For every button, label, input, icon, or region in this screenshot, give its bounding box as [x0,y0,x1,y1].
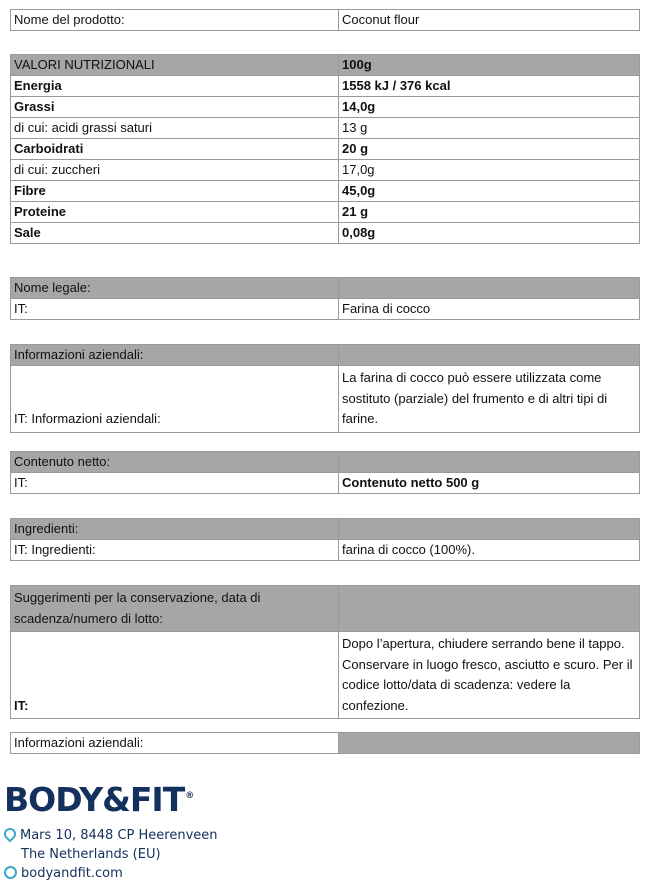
storage-row [11,632,640,719]
nutrition-header-row [11,55,640,76]
legal-name-value: Farina di cocco [339,299,640,320]
nutrition-label-carbs: Carboidrati [11,139,339,160]
nutrition-row [11,181,640,202]
registered-mark: ® [185,791,194,801]
nutrition-label-protein: Proteine [11,202,339,223]
net-content-header: Contenuto netto: [11,452,339,473]
storage-header-row [11,586,640,632]
location-pin-icon [2,826,19,843]
product-value: Coconut flour [339,10,640,31]
legal-name-row [11,299,640,320]
nutrition-label-salt: Sale [11,223,339,244]
legal-name-header-blank [339,278,640,299]
storage-header: Suggerimenti per la conservazione, data di scadenza/numero di lotto: [11,586,339,632]
nutrition-row [11,160,640,181]
nutrition-row [11,139,640,160]
storage-table [10,585,640,719]
address-line1-text: Mars 10, 8448 CP Heerenveen [20,828,218,843]
net-content-header-blank [339,452,640,473]
nutrition-header-label: VALORI NUTRIZIONALI [11,55,339,76]
ingredients-row [11,540,640,561]
footer-info-label: Informazioni aziendali: [11,733,339,754]
net-content-header-row [11,452,640,473]
nutrition-header-value: 100g [339,55,640,76]
nutrition-value-protein: 21 g [339,202,640,223]
legal-name-header: Nome legale: [11,278,339,299]
legal-name-label: IT: [11,299,339,320]
nutrition-row [11,202,640,223]
company-info-header: Informazioni aziendali: [11,345,339,366]
footer-info-row [11,733,640,754]
brand-logo [4,780,193,820]
company-info-header-row [11,345,640,366]
nutrition-row [11,97,640,118]
nutrition-value-salt: 0,08g [339,223,640,244]
nutrition-table [10,54,640,244]
company-info-header-blank [339,345,640,366]
website-line[interactable] [4,864,123,884]
company-info-row [11,366,640,433]
storage-label: IT: [11,632,339,719]
legal-name-table [10,277,640,320]
nutrition-value-energy: 1558 kJ / 376 kcal [339,76,640,97]
storage-value: Dopo l’apertura, chiudere serrando bene il tappo. Conservare in luogo fresco, asciutto e scuro. Per il codice lotto/data di scadenza: vedere la confezione. [339,632,640,719]
footer-info-blank [339,733,640,754]
nutrition-label-energy: Energia [11,76,339,97]
net-content-row [11,473,640,494]
ingredients-header: Ingredienti: [11,519,339,540]
nutrition-label-sugars: di cui: zuccheri [11,160,339,181]
nutrition-label-fat: Grassi [11,97,339,118]
ingredients-label: IT: Ingredienti: [11,540,339,561]
ingredients-header-row [11,519,640,540]
nutrition-value-fat: 14,0g [339,97,640,118]
company-info-label: IT: Informazioni aziendali: [11,366,339,433]
product-label: Nome del prodotto: [11,10,339,31]
ingredients-header-blank [339,519,640,540]
nutrition-value-carbs: 20 g [339,139,640,160]
net-content-table [10,451,640,494]
nutrition-value-fibre: 45,0g [339,181,640,202]
globe-icon [4,866,17,879]
brand-logo-text: BODY&FIT [4,780,185,819]
net-content-label: IT: [11,473,339,494]
nutrition-value-sugars: 17,0g [339,160,640,181]
ingredients-value: farina di cocco (100%). [339,540,640,561]
storage-header-blank [339,586,640,632]
nutrition-row [11,118,640,139]
company-info-table [10,344,640,433]
net-content-value: Contenuto netto 500 g [339,473,640,494]
footer-info-table [10,732,640,754]
nutrition-label-saturated: di cui: acidi grassi saturi [11,118,339,139]
product-table [10,9,640,31]
address-line2: The Netherlands (EU) [21,847,161,862]
address-line1 [4,826,218,846]
nutrition-row [11,223,640,244]
ingredients-table [10,518,640,561]
nutrition-row [11,76,640,97]
nutrition-label-fibre: Fibre [11,181,339,202]
product-row [11,10,640,31]
legal-name-header-row [11,278,640,299]
website-link[interactable]: bodyandfit.com [21,866,123,881]
company-info-value: La farina di cocco può essere utilizzata come sostituto (parziale) del frumento e di altri tipi di farine. [339,366,640,433]
nutrition-value-saturated: 13 g [339,118,640,139]
